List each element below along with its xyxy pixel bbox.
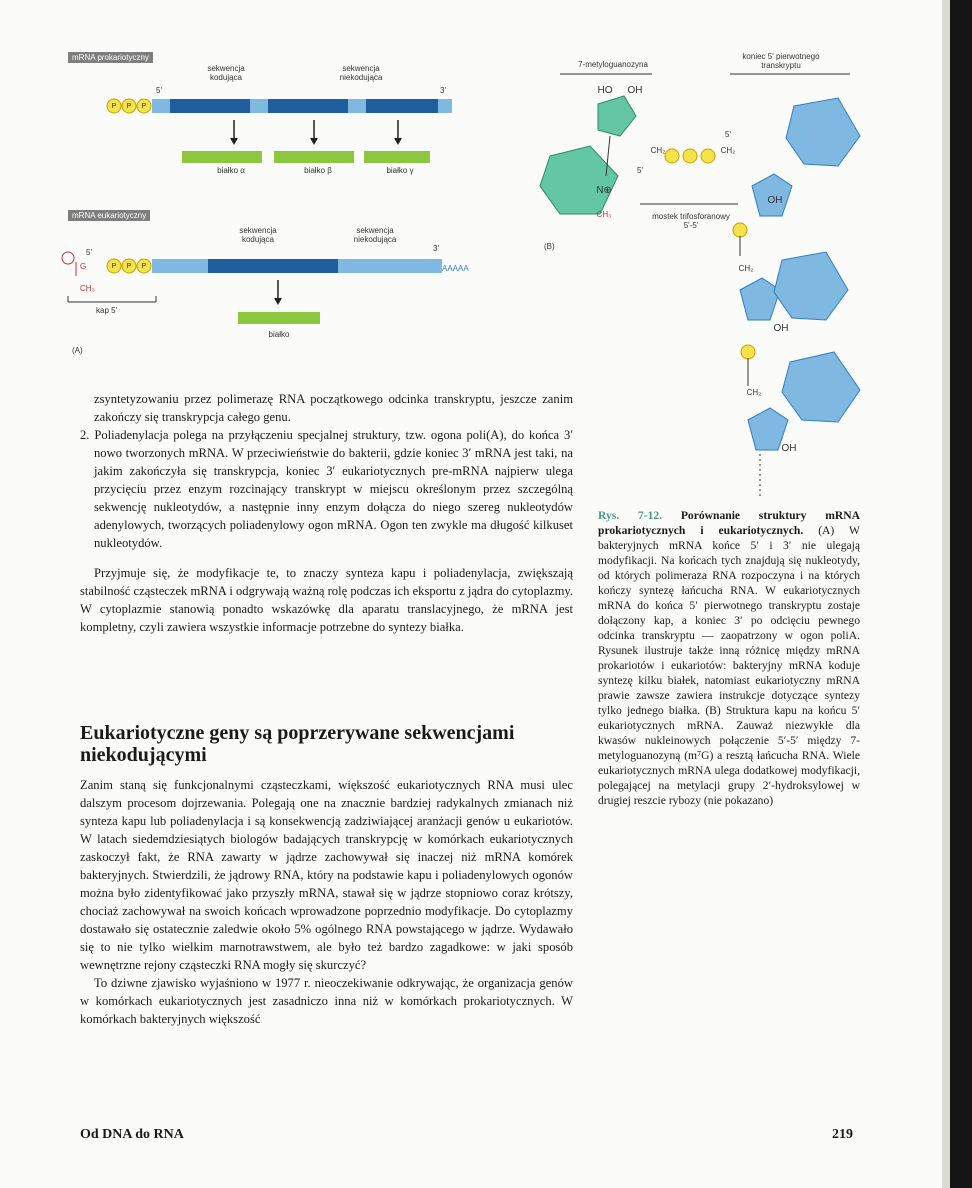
prok-five-prime: 5' [156,86,162,95]
oh-label-1: OH [627,85,643,96]
figure-caption [598,508,860,808]
p-label-1: P [111,103,117,110]
euk-p-label-3: P [141,263,147,270]
euk-mrna-tag: mRNA eukariotyczny [68,210,150,221]
base-3 [774,252,848,320]
list-item-2-number: 2. [80,428,90,442]
protein-alpha-bar [182,151,262,163]
euk-five-prime: 5' [86,248,92,257]
euk-three-prime: 3' [433,244,439,253]
euk-noncoding-label: sekwencja niekodująca [353,226,397,244]
euk-protein-bar [238,312,320,324]
cap-label: kap 5' [96,306,118,315]
n-plus-label: N⊕ [596,185,612,196]
guanine-ring [540,146,618,214]
five-prime-end-label: koniec 5' pierwotnego transkryptu [742,52,820,70]
ch2-label-3: CH₂ [738,264,754,273]
panel-a-label: (A) [72,346,83,355]
figure-a-drawing [58,44,468,364]
protein-gamma: białko γ [386,166,414,175]
oh-label-3: OH [773,323,789,334]
prok-coding-1 [170,99,250,113]
prok-three-prime: 3' [440,86,446,95]
cap-charge [62,252,74,264]
arrow-a2-head [310,138,318,145]
arrow-a1-head [230,138,238,145]
body-column-2 [80,776,573,1028]
euk-p-label-1: P [111,263,117,270]
prok-coding-label: sekwencja kodująca [207,64,245,82]
section-heading: Eukariotyczne geny są poprzerywane sekwencjami niekodującymi [80,722,515,766]
ch3-label: CH₃ [596,210,612,219]
ch2-label-1: CH₂ [650,146,666,155]
five-label-2: 5' [725,130,731,139]
ribose-3 [740,278,780,320]
body-column [80,390,573,636]
tri-p-3 [701,149,715,163]
prok-coding-2 [268,99,348,113]
page-edge-shadow [950,0,972,1188]
caption-body: (A) W bakteryjnych mRNA końce 5′ i 3′ nie ulegają modyfikacji. Na końcach tych znajdują się nukleotydy, od których polimeraza RNA rozpoczyna i na których kończy syntezę łańcucha RNA. W eukariotycznych mRNA do końca 5′ pierwotnego transkryptu zostaje dołączony kap, a koniec 3′ po odcięciu pewnego odcinka transkryptu — zaopatrzony w ogon poliA. Rysunek ilustruje także inną różnicę między mRNA prokariotów i eukariotów: bakteryjny mRNA koduje syntezę kilku białek, natomiast eukariotyczny mRNA prawie zawsze zawiera instrukcje dotyczące syntezy tylko jednego białka. (B) Struktura kapu na końcu 5′ eukariotycznych mRNA. Zauważ niezwykłe dla kwasów nukleinowych połączenie 5′-5′ między 7-metyloguanozyną (m⁷G) a resztą łańcucha RNA. Wiele eukariotycznych mRNA ulega dodatkowej modyfikacji, polegającej na metylacji grupy 2′-hydroksylowej w drugiej reszcie rybozy (nie pokazano) [598,524,860,807]
page-number: 219 [832,1127,853,1142]
methylguanosine-label: 7-metyloguanozyna [578,60,648,69]
caption-number: Rys. 7-12. [598,509,663,522]
euk-coding-label: sekwencja kodująca [239,226,277,244]
five-label-1: 5' [637,166,643,175]
euk-p-label-2: P [126,263,132,270]
paragraph-4: Zanim staną się funkcjonalnymi cząsteczkami, większość eukariotycznych RNA musi ulec dalszym procesom dojrzewania. Polegają one na znacznie bardziej radykalnych zmianach niż synteza kapu lub poliadenylacja i są konsekwencją zadziwiającej aranżacji genów u eukariotów. W latach siedemdziesiątych biologów badających transkrypcję w komórkach eukariotycznych zaskoczył fakt, że RNA zawarty w jądrze zachowywał się inaczej niż mRNA komórek bakteryjnych. Stwierdzili, że jądrowy RNA, który na podstawie kapu i poliadenylowych ogonów można było zidentyfikować jako przyszły mRNA, stawał się w jądrze stopniowo coraz krótszy, chociaż zachowywał na swoich końcach wprowadzone poprzednio modyfikacje. Do cytoplazmy dostawało się ostatecznie zaledwie około 5% ogólnego RNA powstającego w jądrze. Wydawało się to nie tylko wielkim marnotrawstwem, ale było też bardzo zagadkowe: w jaki sposób wewnętrzne rejony cząsteczki RNA mogły się skurczyć? [80,778,573,972]
cap-ch3: CH₃ [80,284,95,293]
protein-beta-bar [274,151,354,163]
base-2 [786,98,860,166]
p-label-3: P [141,103,147,110]
prok-coding-3 [366,99,438,113]
list-item-2 [80,426,573,552]
paragraph-1: zsyntetyzowaniu przez polimerazę RNA początkowego odcinka transkryptu, jeszcze zanim zakończy się transkrypcja całego genu. [94,392,573,424]
tri-p-2 [683,149,697,163]
footer-chapter: Od DNA do RNA [80,1127,184,1142]
ribose-1 [598,96,636,136]
oh-label-2: OH [767,195,783,206]
figure-a [58,44,468,364]
paragraph-5: To dziwne zjawisko wyjaśniono w 1977 r. nieoczekiwanie odkrywając, że organizacja genów w komórkach eukariotycznych jest zasadniczo inna niż w komórkach prokariotycznych. W komórkach bakteryjnych większość [80,976,573,1026]
base-4 [782,352,860,422]
p-label-2: P [126,103,132,110]
euk-protein: białko [268,330,290,339]
caption-title: Porównanie struktury mRNA prokariotycznych i eukariotycznych. [598,509,860,537]
protein-beta: białko β [304,166,332,175]
cap-g: G [80,262,87,271]
prok-noncoding-label: sekwencja niekodująca [339,64,383,82]
p-chain-2 [741,345,755,359]
ch2-label-4: CH₂ [746,388,762,397]
oh-label-4: OH [781,443,797,454]
panel-b-label: (B) [544,242,555,251]
ch2-label-2: CH₂ [720,146,736,155]
list-item-2-text: Poliadenylacja polega na przyłączeniu specjalnej struktury, tzw. ogona poli(A), do końca 3′ nowo tworzonych mRNA. W przeciwieństwie do bakterii, gdzie koniec 3′ mRNA jest taki, na jakim zakończyła się transkrypcja, koniec 3′ eukariotycznych pre-mRNA najpierw ulega przycięciu przez enzym rozcinający transkrypt w miejscu określonym przez szczególną sekwencję nukleotydów, a następnie inny enzym dołącza do niego szereg nukleotydów adenylowych, tworzących poliadenylowy ogon mRNA. Ogon ten zwykle ma długość kilkuset nukleotydów. [94,428,573,550]
bridge-label: mostek trifosforanowy 5'-5' [652,212,730,230]
prok-mrna-tag: mRNA prokariotyczny [68,52,153,63]
ho-label: HO [597,85,613,96]
protein-gamma-bar [364,151,430,163]
protein-alpha: białko α [217,166,245,175]
paragraph-3: Przyjmuje się, że modyfikacje te, to znaczy synteza kapu i poliadenylacja, zwiększają stabilność cząsteczek mRNA i odgrywają ważną rolę podczas ich eksportu z jądra do cytoplazmy. W cytoplazmie stanowią ponadto wskazówkę dla aparatu translacyjnego, że mRNA jest kompletny, czyli zawiera wszystkie informacje potrzebne do syntezy białka. [80,566,573,634]
arrow-euk-head [274,298,282,305]
poly-a-tail: AAAAA [442,264,469,273]
euk-coding [208,259,338,273]
arrow-a3-head [394,138,402,145]
page-edge-gutter [942,0,950,1188]
